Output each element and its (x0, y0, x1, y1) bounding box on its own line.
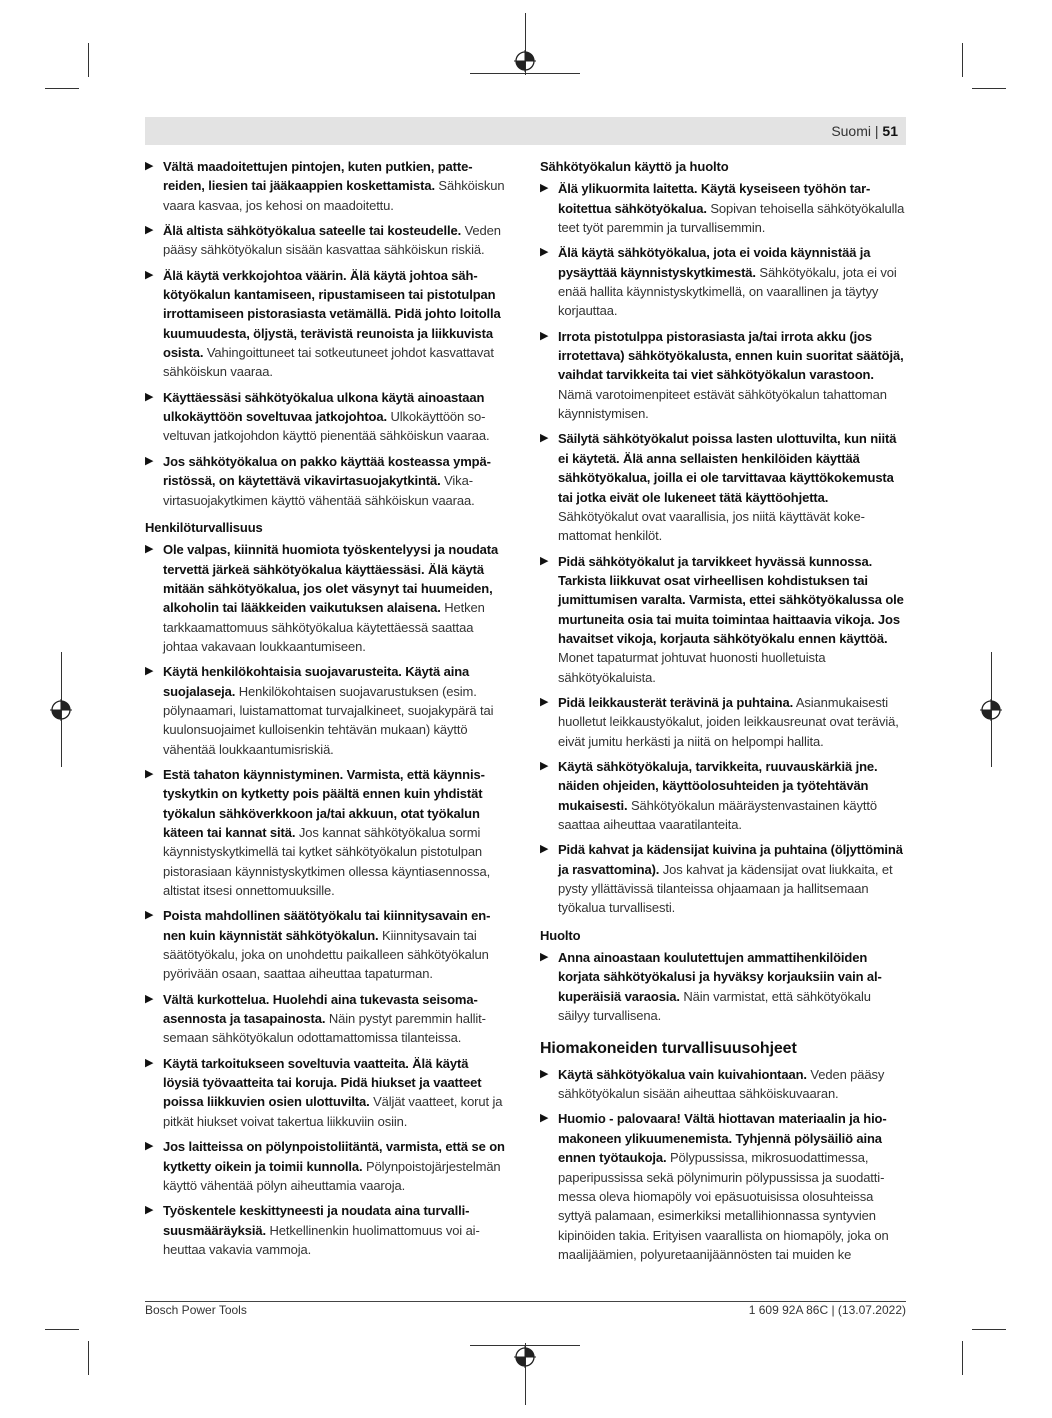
safety-instruction (540, 1065, 906, 1104)
bullet-arrow-icon: ▶ (540, 843, 549, 856)
safety-instruction (540, 429, 906, 545)
section-heading: Hiomakoneiden turvallisuusohjeet (540, 1040, 797, 1058)
safety-instruction (540, 179, 906, 237)
safety-instruction (540, 552, 906, 687)
footer-divider (145, 1301, 906, 1302)
crop-mark (88, 1341, 89, 1375)
registration-target-icon (514, 1346, 536, 1368)
instruction-bold: Irrota pistotulppa pistorasiasta ja/tai irrota akku (jos irrotettava) sähkötyökalusta, ennen kuin suoritat säätöjä, vaihdat tarvikkeita tai viet sähkötyökalun varastoon. (558, 328, 904, 383)
instruction-bold: Älä altista sähkötyökalua sateelle tai kosteudelle. (163, 223, 462, 239)
instruction-bold: Pidä leikkausterät terävinä ja puhtaina. (558, 694, 794, 710)
right-column (540, 157, 906, 1270)
crop-mark (470, 73, 580, 74)
instruction-text: Vahingoittuneet tai sotkeutuneet johdot kasvattavat sähköiskun vaaraa. (163, 345, 494, 380)
section-heading: Henkilöturvallisuus (145, 519, 263, 535)
bullet-arrow-icon: ▶ (145, 665, 154, 678)
safety-instruction (145, 388, 507, 446)
instruction-text: Näin pystyt paremmin hallitsemaan sähkötyökalun odottamattomissa tilanteissa. (163, 1011, 486, 1046)
instruction-bold: Jos laitteissa on pölynpoistoliitäntä, varmista, että se on kytketty oikein ja toimii kunnolla. (163, 1139, 505, 1174)
crop-mark (962, 1341, 963, 1375)
instruction-bold: Vältä kurkottelua. Huolehdi aina tukevasta seisomaasennosta ja tasapainosta. (163, 991, 478, 1027)
instruction-bold: Säilytä sähkötyökalut poissa lasten ulottuvilta, kun niitä ei käytetä. Älä anna sellaisten henkilöiden käyttää sähkötyökalua, joilla ei ole tarvittavaa käyttökokemusta tai jotka eivät ole lukeneet tätä käyttöohjetta. (558, 431, 897, 505)
bullet-arrow-icon: ▶ (540, 1067, 549, 1080)
bullet-arrow-icon: ▶ (145, 160, 154, 172)
instruction-bold: Älä ylikuormita laitetta. Käytä kyseiseen työhön tarkoitettua sähkötyökalua. (558, 181, 871, 216)
crop-mark (962, 43, 963, 77)
safety-instruction (540, 327, 906, 424)
instruction-bold: Vältä maadoitettujen pintojen, kuten putkien, pattereiden, liesien tai jääkaappien koskettamista. (163, 159, 473, 194)
bullet-arrow-icon: ▶ (540, 246, 549, 259)
instruction-text: Henkilökohtaisen suojavarustuksen (esim. pölynaamari, luistamattomat turvajalkineet, suojakypärä tai kuulonsuojaimet kulloisenkin tehtävän mukaan) käyttö vähentää loukkaantumisriskiä. (163, 683, 494, 757)
safety-instruction (145, 266, 507, 382)
instruction-bold: Anna ainoastaan koulutettujen ammattihenkilöiden korjata sähkötyökalusi ja hyväksy korjauksiin vain alkuperäisiä varaosia. (558, 950, 882, 1004)
instruction-text: Pölynpoistojärjestelmän käyttö vähentää pölyn aiheuttamia vaaroja. (163, 1158, 501, 1193)
instruction-text: Hetkellinenkin huolimattomuus voi aiheuttaa vakavia vammoja. (163, 1222, 480, 1257)
registration-target-icon (980, 699, 1002, 721)
safety-instruction (540, 840, 906, 917)
crop-mark (45, 1329, 79, 1330)
bullet-arrow-icon: ▶ (540, 951, 549, 964)
instruction-text: Kiinnitysavain tai säätötyökalu, joka on unohdettu paikalleen sähkötyökalun pyörivään osaan, saattaa aiheuttaa tapaturman. (163, 927, 489, 982)
bullet-arrow-icon: ▶ (145, 268, 154, 281)
safety-instruction (540, 948, 906, 1025)
safety-instruction (540, 757, 906, 834)
registration-target-icon (514, 50, 536, 72)
instruction-text: Sähköiskun vaara kasvaa, jos kehosi on maadoitettu. (163, 178, 505, 213)
instruction-bold: Käytä sähkötyökaluja, tarvikkeita, ruuvauskärkiä jne. näiden ohjeiden, käyttöolosuhteiden ja työtehtävän mukaisesti. (558, 758, 878, 813)
instruction-text: Näin varmistat, että sähkötyökalu säilyy turvallisena. (558, 988, 871, 1024)
instruction-bold: Käytä tarkoitukseen soveltuvia vaatteita. Älä käytä löysiä työvaatteita tai koruja. Pidä hiukset ja vaatteet poissa liikkuvien osien ulottuvilta. (163, 1055, 482, 1110)
safety-instruction (145, 157, 507, 215)
instruction-bold: Pidä kahvat ja kädensijat kuivina ja puhtaina (öljyttöminä ja rasvattomina). (558, 842, 903, 877)
instruction-text: Pölypussissa, mikrosuodattimessa, paperipussissa sekä pölynimurin pölypussissa ja suodattimessa oleva hiomapöly voi epäsuotuisissa olosuhteissa syttyä palamaan, esimerkiksi metallihionnassa syntyvien kipinöiden takia. Erityisen vaarallista on hiomapöly, joka on maalijäämien, polyuretaanijäännösten tai muiden ke (558, 1150, 889, 1262)
instruction-bold: Ole valpas, kiinnitä huomiota työskentelyysi ja noudata tervettä järkeä sähkötyökalua käyttäessäsi. Älä käytä mitään sähkötyökalua, jos olet väsynyt tai huumeiden, alkoholin tai lääkkeiden vaikutuksen alaisena. (163, 542, 499, 616)
header-language: Suomi (831, 123, 871, 139)
crop-mark (972, 1329, 1006, 1330)
bullet-arrow-icon: ▶ (540, 554, 549, 567)
bullet-arrow-icon: ▶ (145, 767, 154, 780)
crop-mark (972, 88, 1006, 89)
instruction-bold: Huomio - palovaara! Vältä hiottavan materiaalin ja hiomakoneen ylikuumenemista. Tyhjennä pölysäiliö aina ennen työtaukoja. (558, 1111, 887, 1166)
safety-instruction (145, 662, 507, 759)
safety-instruction (145, 540, 507, 656)
crop-mark (88, 43, 89, 77)
instruction-text: Veden pääsy sähkötyökalun sisään kasvattaa sähköiskun riskiä. (163, 223, 501, 258)
page-header (145, 117, 906, 145)
instruction-text: Ulkokäyttöön soveltuvan jatkojohdon käyttö pienentää sähköiskun vaaraa. (163, 409, 490, 444)
bullet-arrow-icon: ▶ (540, 1112, 549, 1125)
bullet-arrow-icon: ▶ (145, 1204, 154, 1217)
instruction-text: Sähkötyökalu, jota ei voi enää hallita käynnistyskytkimellä, on vaarallinen ja täytyy korjauttaa. (558, 264, 897, 319)
safety-instruction (145, 906, 507, 983)
instruction-text: Sähkötyökalun määräystenvastainen käyttö saattaa aiheuttaa vaaratilanteita. (558, 797, 877, 832)
header-separator: | (874, 123, 879, 139)
instruction-bold: Jos sähkötyökalua on pakko käyttää kosteassa ympäristössä, on käytettävä vikavirtasuojakytkintä. (163, 453, 491, 489)
instruction-text: Veden pääsy sähkötyökalun sisään aiheuttaa sähköiskuvaaran. (558, 1066, 885, 1102)
instruction-bold: Poista mahdollinen säätötyökalu tai kiinnitysavain ennen kuin käynnistät sähkötyökalun. (163, 908, 491, 943)
bullet-arrow-icon: ▶ (145, 992, 154, 1005)
bullet-arrow-icon: ▶ (540, 759, 549, 772)
bullet-arrow-icon: ▶ (145, 909, 154, 922)
instruction-text: Jos kannat sähkötyökalua sormi käynnistyskytkimellä tai kytket sähkötyökalun pistotulpan pistorasiaan käynnistyskytkimen ollessa käyntiasennossa, altistat itsesi onnettomuuksille. (163, 825, 491, 899)
instruction-bold: Estä tahaton käynnistyminen. Varmista, että käynnistyskytkin on kytketty pois päältä ennen kuin yhdistät työkalun sähköverkkoon ja/tai akkuun, otat työkalun käteen tai kannat sitä. (163, 766, 485, 840)
bullet-arrow-icon: ▶ (145, 224, 154, 237)
instruction-text: Monet tapaturmat johtuvat huonosti huolletuista sähkötyökaluista. (558, 650, 826, 685)
section-heading: Huolto (540, 927, 581, 943)
instruction-text: Sähkötyökalut ovat vaarallisia, jos niitä käyttävät kokemattomat henkilöt. (558, 508, 865, 544)
footer-brand: Bosch Power Tools (145, 1303, 247, 1317)
bullet-arrow-icon: ▶ (540, 182, 549, 195)
instruction-text: Hetken tarkkaamattomuus sähkötyökalua käytettäessä saattaa johtaa vakavaan loukkaantumiseen. (163, 600, 485, 654)
instruction-bold: Pidä sähkötyökalut ja tarvikkeet hyvässä kunnossa. Tarkista liikkuvat osat virheellisen kohdistuksen tai jumittumisen varalta. Varmista, ettei sähkötyökalussa ole murtuneita osia tai muita toimintaa haittaavia vikoja. Jos havaitset vikoja, korjauta sähkötyökalu ennen käyttöä. (558, 553, 904, 646)
safety-instruction (145, 1054, 507, 1131)
page-header-text (831, 123, 898, 139)
safety-instruction (145, 1137, 507, 1195)
safety-instruction (145, 452, 507, 510)
instruction-text: Sopivan tehoisella sähkötyökalulla teet työt paremmin ja turvallisemmin. (558, 200, 905, 236)
page-number: 51 (882, 123, 898, 139)
instruction-bold: Älä käytä sähkötyökalua, jota ei voida käynnistää ja pysäyttää käynnistyskytkimestä. (558, 245, 871, 280)
safety-instruction (540, 1109, 906, 1264)
footer-doc-number: 1 609 92A 86C | (13.07.2022) (748, 1303, 906, 1317)
safety-instruction (540, 243, 906, 320)
registration-target-icon (50, 699, 72, 721)
section-heading: Sähkötyökalun käyttö ja huolto (540, 159, 729, 174)
bullet-arrow-icon: ▶ (145, 543, 154, 556)
bullet-arrow-icon: ▶ (540, 329, 549, 342)
instruction-text: Väljät vaatteet, korut ja pitkät hiukset voivat takertua liikkuviin osiin. (163, 1094, 503, 1129)
bullet-arrow-icon: ▶ (145, 1056, 154, 1069)
safety-instruction (145, 765, 507, 900)
instruction-text: Nämä varotoimenpiteet estävät sähkötyökalun tahattoman käynnistymisen. (558, 386, 887, 422)
instruction-text: Jos kahvat ja kädensijat ovat liukkaita, et pysty yllättävissä tilanteissa ohjaamaan ja hallitsemaan työkalua turvallisesti. (558, 861, 893, 916)
bullet-arrow-icon: ▶ (145, 390, 154, 403)
crop-mark (45, 88, 79, 89)
safety-instruction (145, 221, 507, 260)
instruction-text: Vikavirtasuojakytkimen käyttö vähentää sähköiskun vaaraa. (163, 473, 475, 508)
instruction-bold: Työskentele keskittyneesti ja noudata aina turvallisuusmääräyksiä. (163, 1203, 470, 1238)
safety-instruction (145, 990, 507, 1048)
bullet-arrow-icon: ▶ (540, 695, 549, 708)
instruction-text: Asianmukaisesti huolletut leikkaustyökalut, joiden leikkausreunat ovat teräviä, eivät jumitu herkästi ja niitä on helpompi hallita. (558, 694, 899, 749)
instruction-bold: Älä käytä verkkojohtoa väärin. Älä käytä johtoa sähkötyökalun kantamiseen, ripustamiseen tai pistotulpan irrottamiseen pistorasiasta vetämällä. Pidä johto loitolla kuumuudesta, öljystä, terävistä reunoista ja liikkuvista osista. (163, 267, 501, 361)
bullet-arrow-icon: ▶ (145, 454, 154, 467)
safety-instruction (145, 1201, 507, 1259)
bullet-arrow-icon: ▶ (145, 1140, 154, 1153)
safety-instruction (540, 693, 906, 751)
instruction-bold: Käytä henkilökohtaisia suojavarusteita. Käytä aina suojalaseja. (163, 664, 470, 699)
instruction-bold: Käyttäessäsi sähkötyökalua ulkona käytä ainoastaan ulkokäyttöön soveltuvaa jatkojohtoa. (163, 389, 485, 425)
left-column (145, 157, 507, 1265)
bullet-arrow-icon: ▶ (540, 432, 549, 445)
instruction-bold: Käytä sähkötyökalua vain kuivahiontaan. (558, 1066, 807, 1082)
